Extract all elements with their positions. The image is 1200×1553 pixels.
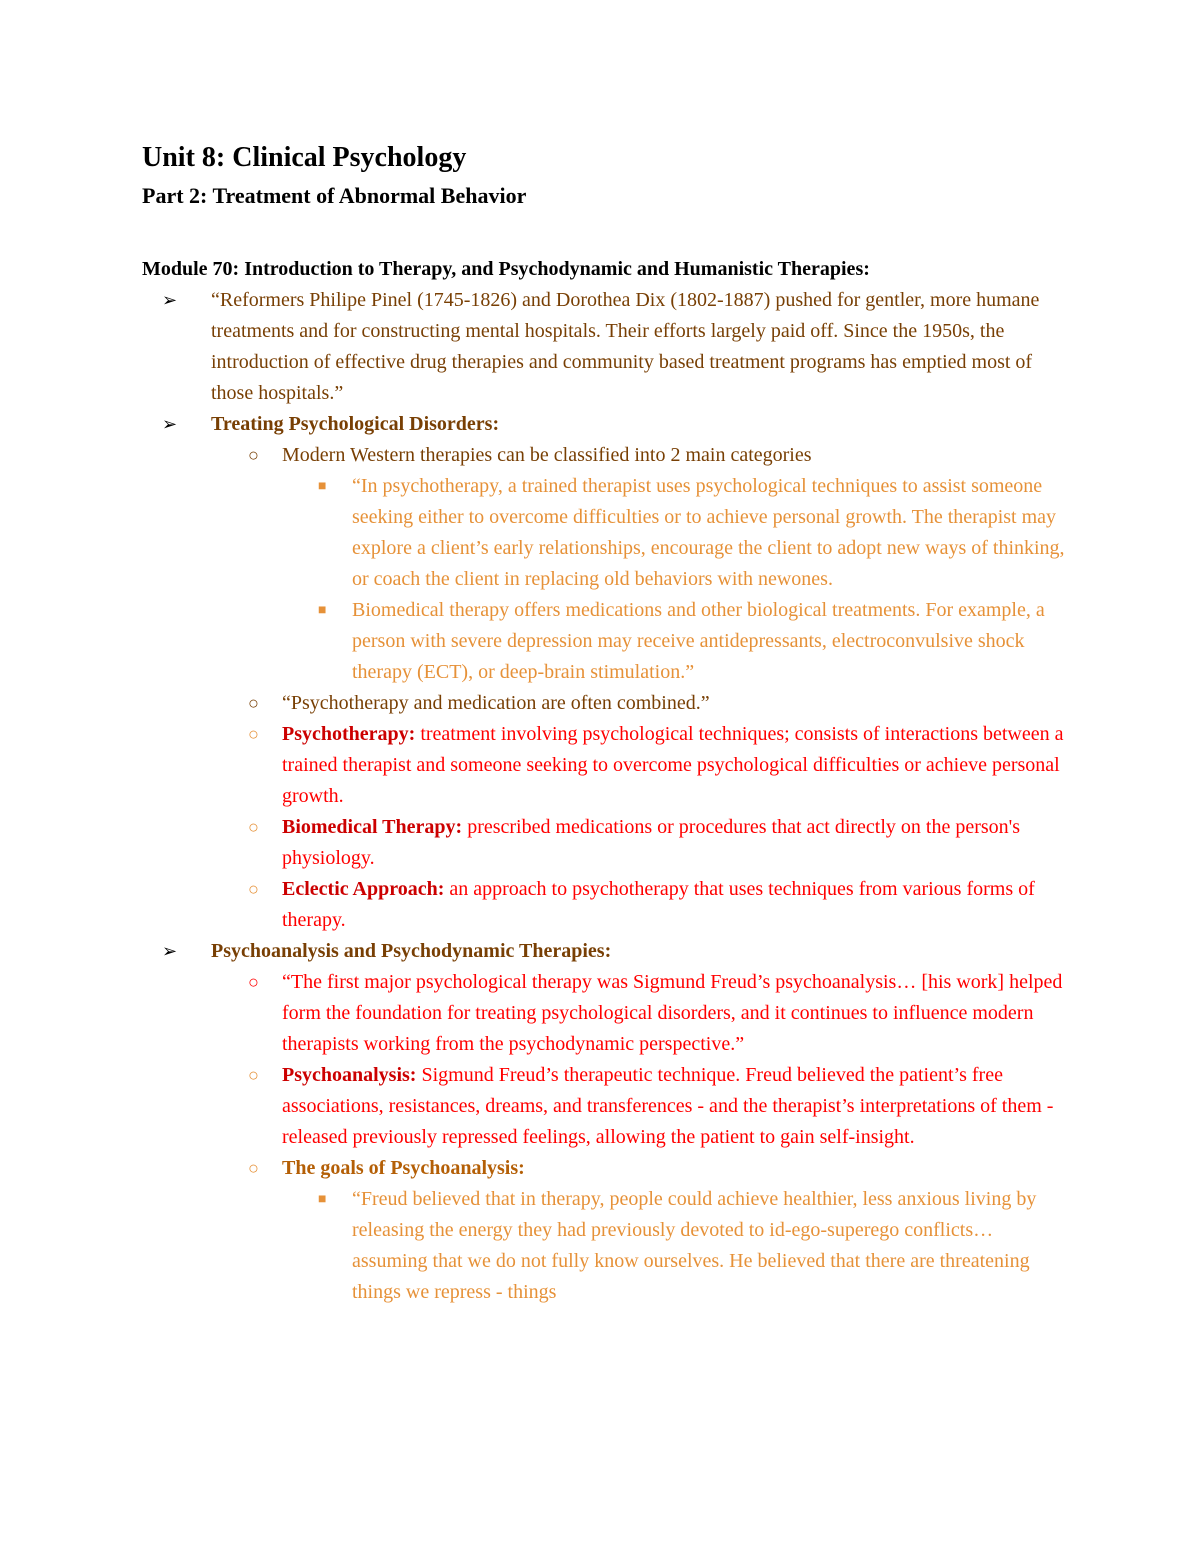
list-item-biomedical-def — [142, 812, 1072, 874]
biomedical-term: Biomedical Therapy: — [282, 816, 463, 838]
list-item-treating — [142, 409, 1072, 440]
list-item-psychotherapy-quote — [142, 471, 1072, 595]
list-item-combined — [142, 688, 1072, 719]
combined-quote: “Psychotherapy and medication are often combined.” — [282, 692, 710, 714]
list-item-freud-quote — [142, 967, 1072, 1060]
psychotherapy-term: Psychotherapy: — [282, 723, 416, 745]
document-subtitle: Part 2: Treatment of Abnormal Behavior — [142, 183, 527, 208]
list-item-goals-quote — [142, 1184, 1072, 1308]
eclectic-term: Eclectic Approach: — [282, 878, 445, 900]
list-item-modern-western — [142, 440, 1072, 471]
list-item-eclectic-def — [142, 874, 1072, 936]
circle-bullet-icon: ○ — [248, 693, 259, 713]
eclectic-definition: an approach to psychotherapy that uses techniques from various forms of therapy. — [282, 878, 1035, 931]
list-item-goals-heading — [142, 1153, 1072, 1184]
list-item-biomedical-quote — [142, 595, 1072, 688]
freud-quote: “The first major psychological therapy was Sigmund Freud’s psychoanalysis… [his work] helped form the foundation for treating psychological disorders, and it continues to influence modern therapists working from the psychodynamic perspective.” — [282, 971, 1063, 1055]
psychoanalysis-definition: Sigmund Freud’s therapeutic technique. Freud believed the patient’s free associations, resistances, dreams, and transferences - and the therapist’s interpretations of them -released previously repressed feelings, allowing the patient to gain self-insight. — [282, 1064, 1054, 1148]
circle-bullet-icon: ○ — [248, 879, 259, 899]
psychotherapy-definition: treatment involving psychological techniques; consists of interactions between a trained therapist and someone seeking to overcome psychological difficulties or achieve personal growth. — [282, 723, 1064, 807]
circle-bullet-icon: ○ — [248, 817, 259, 837]
circle-bullet-icon: ○ — [248, 1158, 259, 1178]
circle-bullet-icon: ○ — [248, 972, 259, 992]
treating-heading: Treating Psychological Disorders: — [211, 413, 500, 435]
list-item-psychoanalysis-def — [142, 1060, 1072, 1153]
biomedical-definition: prescribed medications or procedures that act directly on the person's physiology. — [282, 816, 1021, 869]
circle-bullet-icon: ○ — [248, 1065, 259, 1085]
module-heading: Module 70: Introduction to Therapy, and Psychodynamic and Humanistic Therapies: — [142, 258, 870, 280]
arrow-bullet-icon: ➢ — [162, 290, 178, 310]
goals-quote: “Freud believed that in therapy, people could achieve healthier, less anxious living by releasing the energy they had previously devoted to id-ego-superego conflicts… assuming that we do not fully know ourselves. He believed that there are threatening things we repress - things — [352, 1188, 1037, 1303]
document-page — [142, 138, 1072, 1308]
circle-bullet-icon: ○ — [248, 724, 259, 744]
modern-western-text: Modern Western therapies can be classified into 2 main categories — [282, 444, 812, 466]
psychoanalysis-heading: Psychoanalysis and Psychodynamic Therapies: — [211, 940, 612, 962]
list-item-psychoanalysis-heading — [142, 936, 1072, 967]
document-title: Unit 8: Clinical Psychology — [142, 142, 467, 173]
biomedical-quote: Biomedical therapy offers medications and other biological treatments. For example, a person with severe depression may receive antidepressants, electroconvulsive shock therapy (ECT), or deep-brain stimulation.” — [352, 599, 1045, 683]
psychoanalysis-term: Psychoanalysis: — [282, 1064, 417, 1086]
psychotherapy-quote: “In psychotherapy, a trained therapist uses psychological techniques to assist someone seeking either to overcome difficulties or to achieve personal growth. The therapist may explore a client’s early relationships, encourage the client to adopt new ways of thinking, or coach the client in replacing old behaviors with newones. — [352, 475, 1065, 590]
outline-list — [142, 285, 1072, 1308]
list-item-reformers — [142, 285, 1072, 409]
square-bullet-icon: ■ — [318, 479, 327, 494]
list-item-psychotherapy-def — [142, 719, 1072, 812]
arrow-bullet-icon: ➢ — [162, 941, 178, 961]
circle-bullet-icon: ○ — [248, 445, 259, 465]
arrow-bullet-icon: ➢ — [162, 414, 178, 434]
square-bullet-icon: ■ — [318, 1192, 327, 1207]
square-bullet-icon: ■ — [318, 603, 327, 618]
goals-heading: The goals of Psychoanalysis: — [282, 1157, 525, 1179]
reformers-quote: “Reformers Philipe Pinel (1745-1826) and Dorothea Dix (1802-1887) pushed for gentler, more humane treatments and for constructing mental hospitals. Their efforts largely paid off. Since the 1950s, the introduction of effective drug therapies and community based treatment programs has emptied most of those hospitals.” — [211, 289, 1040, 404]
